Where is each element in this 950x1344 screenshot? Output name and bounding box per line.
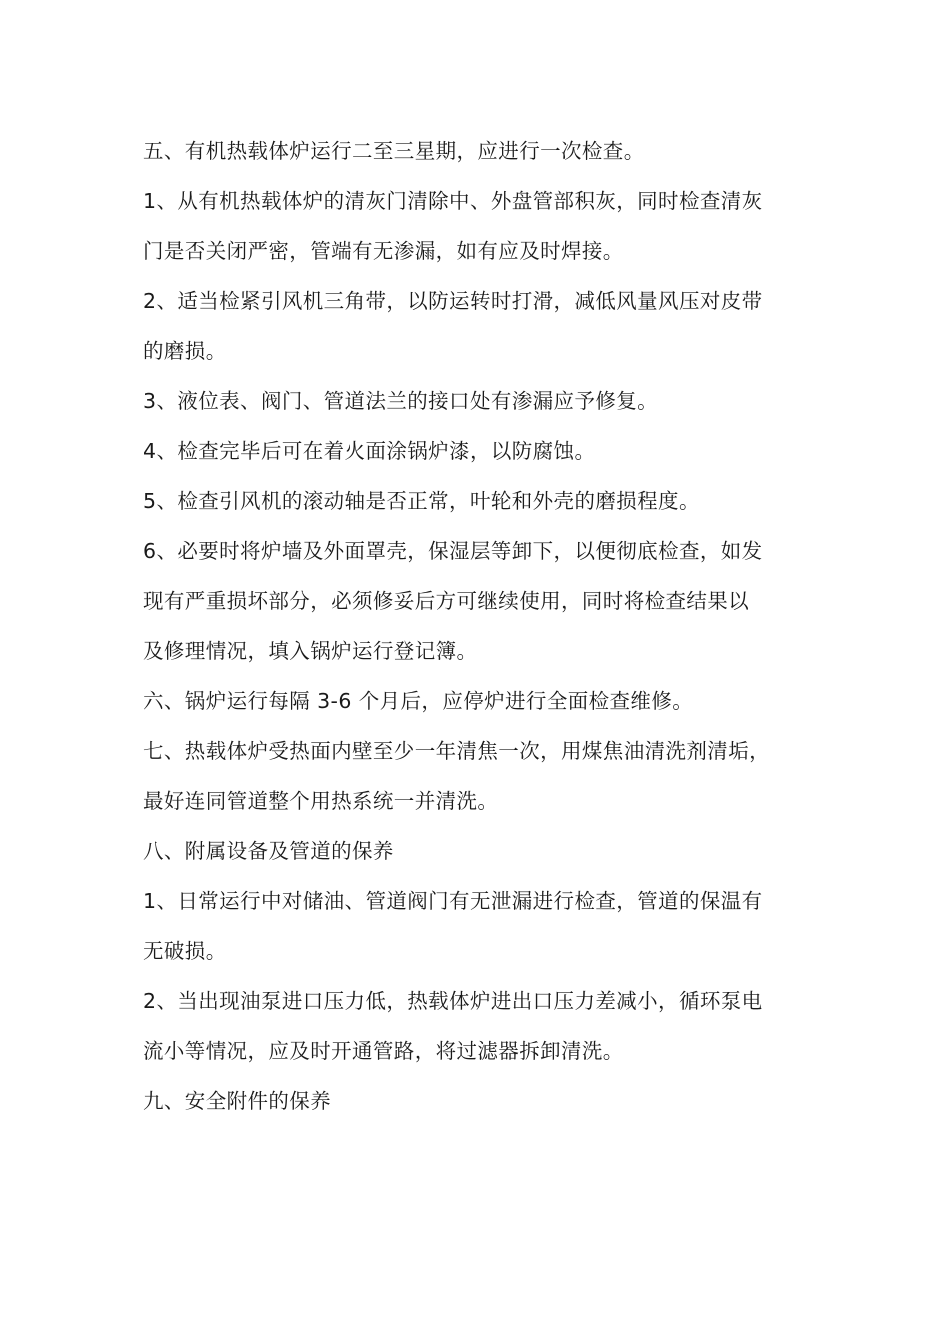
section-six-heading: 六、锅炉运行每隔 3-6 个月后，应停炉进行全面检查维修。 bbox=[143, 689, 694, 713]
paragraph-line: 最好连同管道整个用热系统一并清洗。 bbox=[143, 789, 499, 813]
paragraph-line: 现有严重损坏部分，必须修妥后方可继续使用，同时将检查结果以 bbox=[143, 589, 750, 613]
section-eight-heading: 八、附属设备及管道的保养 bbox=[143, 839, 394, 863]
paragraph-line: 4、检查完毕后可在着火面涂锅炉漆，以防腐蚀。 bbox=[143, 439, 596, 463]
paragraph-line: 的磨损。 bbox=[143, 339, 227, 363]
paragraph-line: 3、液位表、阀门、管道法兰的接口处有渗漏应予修复。 bbox=[143, 389, 659, 413]
paragraph-line: 门是否关闭严密，管端有无渗漏，如有应及时焊接。 bbox=[143, 239, 624, 263]
section-five-heading: 五、有机热载体炉运行二至三星期，应进行一次检查。 bbox=[143, 139, 645, 163]
section-seven-heading: 七、热载体炉受热面内壁至少一年清焦一次，用煤焦油清洗剂清垢， bbox=[143, 739, 770, 763]
paragraph-line: 1、从有机热载体炉的清灰门清除中、外盘管部积灰，同时检查清灰 bbox=[143, 189, 763, 213]
section-nine-heading: 九、安全附件的保养 bbox=[143, 1089, 332, 1113]
paragraph-line: 及修理情况，填入锅炉运行登记簿。 bbox=[143, 639, 478, 663]
paragraph-line: 6、必要时将炉墙及外面罩壳，保湿层等卸下，以便彻底检查，如发 bbox=[143, 539, 763, 563]
paragraph-line: 流小等情况，应及时开通管路，将过滤器拆卸清洗。 bbox=[143, 1039, 624, 1063]
paragraph-line: 1、日常运行中对储油、管道阀门有无泄漏进行检查，管道的保温有 bbox=[143, 889, 763, 913]
paragraph-line: 无破损。 bbox=[143, 939, 227, 963]
paragraph-line: 2、适当检紧引风机三角带，以防运转时打滑，减低风量风压对皮带 bbox=[143, 289, 763, 313]
paragraph-line: 2、当出现油泵进口压力低，热载体炉进出口压力差减小，循环泵电 bbox=[143, 989, 763, 1013]
paragraph-line: 5、检查引风机的滚动轴是否正常，叶轮和外壳的磨损程度。 bbox=[143, 489, 700, 513]
document-body bbox=[143, 131, 823, 1131]
